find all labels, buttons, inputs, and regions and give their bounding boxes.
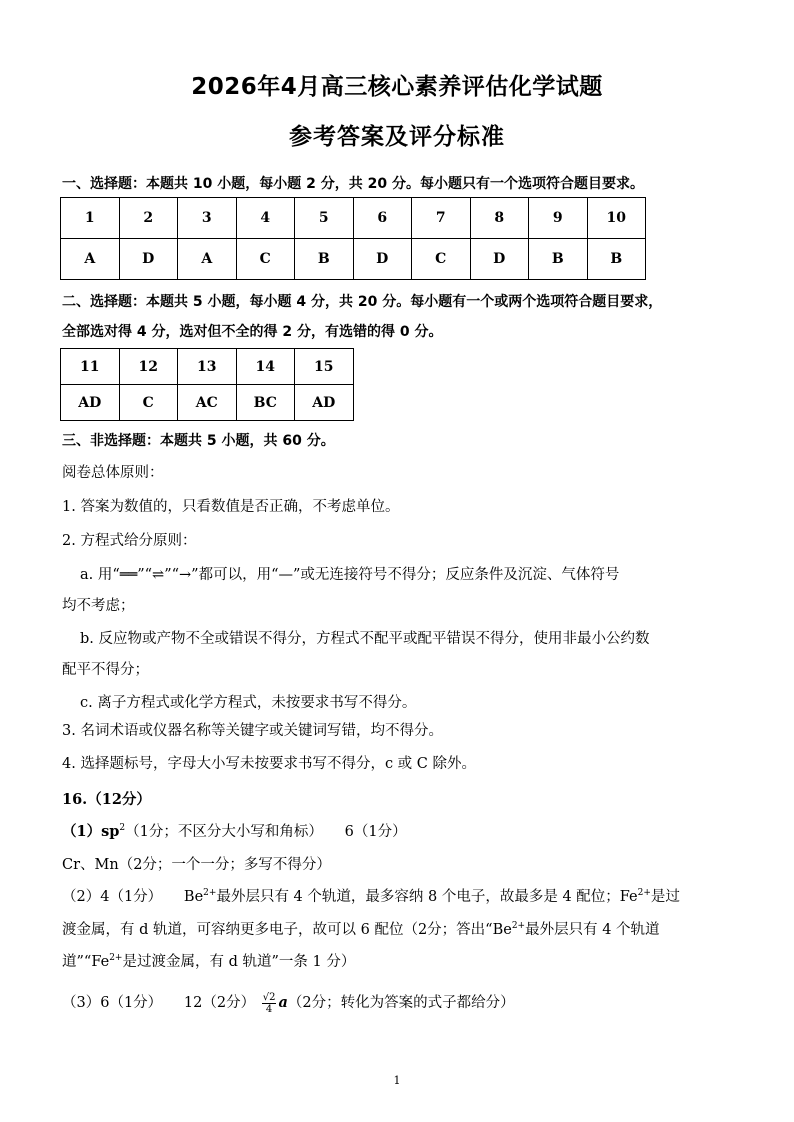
table-cell: 15 <box>295 349 354 385</box>
page-title: 2026年4月高三核心素养评估化学试题 <box>191 74 603 100</box>
q16-a1-pre: （1）sp <box>62 823 120 840</box>
table-cell: C <box>236 239 295 280</box>
section2-heading-line1: 二、选择题：本题共 5 小题，每小题 4 分，共 20 分。每小题有一个或两个选项符合题目要求， <box>62 294 663 310</box>
table-cell: 14 <box>236 349 295 385</box>
q16-answer-2-line1 <box>62 887 680 907</box>
table-cell: 8 <box>470 198 529 239</box>
page-subtitle: 参考答案及评分标准 <box>289 124 505 150</box>
text-span: 道”“Fe <box>62 954 110 970</box>
superscript: 2 <box>119 823 126 833</box>
text-span: （2）4（1分） Be <box>62 889 204 905</box>
table-cell: 13 <box>178 349 237 385</box>
table-cell: 6 <box>353 198 412 239</box>
q16-answer-1-line2: Cr、Mn（2分；一个一分；多写不得分） <box>62 857 331 873</box>
section1-heading: 一、选择题：本题共 10 小题，每小题 2 分，共 20 分。每小题只有一个选项符合题目要求。 <box>62 176 644 192</box>
superscript: 2+ <box>109 953 123 963</box>
principle-4: 4. 选择题标号，字母大小写未按要求书写不得分，c 或 C 除外。 <box>62 756 476 772</box>
table-cell: A <box>178 239 237 280</box>
table-cell: B <box>295 239 354 280</box>
table-cell: C <box>412 239 471 280</box>
section1-answer-table <box>60 197 646 280</box>
superscript: 2+ <box>637 888 651 898</box>
principle-2c: c. 离子方程式或化学方程式，未按要求书写不得分。 <box>80 695 417 711</box>
table-cell: 12 <box>119 349 178 385</box>
table-cell: 5 <box>295 198 354 239</box>
text-span: 是过 <box>650 889 680 905</box>
fraction-denominator: 4 <box>265 1003 273 1015</box>
section3-heading: 三、非选择题：本题共 5 小题，共 60 分。 <box>62 433 335 449</box>
table-cell: 9 <box>529 198 588 239</box>
q16-answer-1 <box>62 822 407 842</box>
table-cell: AD <box>61 385 120 421</box>
table-cell: D <box>470 239 529 280</box>
superscript: 2+ <box>203 888 217 898</box>
table-cell: D <box>353 239 412 280</box>
principle-1: 1. 答案为数值的，只看数值是否正确，不考虑单位。 <box>62 499 400 515</box>
table-cell: AC <box>178 385 237 421</box>
table-cell: B <box>529 239 588 280</box>
superscript: 2+ <box>511 921 526 931</box>
table-cell: D <box>119 239 178 280</box>
question-16-header: 16.（12分） <box>62 791 151 808</box>
section2-heading-line2: 全部选对得 4 分，选对但不全的得 2 分，有选错的得 0 分。 <box>62 324 443 340</box>
table-cell: C <box>119 385 178 421</box>
principles-title: 阅卷总体原则： <box>62 465 164 481</box>
q16-answer-2-line2 <box>62 920 660 940</box>
table-cell: 10 <box>587 198 646 239</box>
fraction-numerator: √2 <box>262 991 276 1003</box>
table-cell: 4 <box>236 198 295 239</box>
table-row <box>61 385 354 421</box>
principle-2a-line1: a. 用“══”“⇌”“→”都可以，用“—”或无连接符号不得分；反应条件及沉淀、气体符号 <box>80 567 620 583</box>
table-row <box>61 239 646 280</box>
text-span: 是过渡金属，有 d 轨道”一条 1 分） <box>122 954 356 970</box>
table-row <box>61 349 354 385</box>
variable-a: a <box>278 994 288 1011</box>
table-cell: B <box>587 239 646 280</box>
text-span: （3）6（1分） 12（2分） <box>62 995 256 1011</box>
table-cell: BC <box>236 385 295 421</box>
principle-3: 3. 名词术语或仪器名称等关键字或关键词写错，均不得分。 <box>62 723 443 739</box>
table-cell: 7 <box>412 198 471 239</box>
table-cell: AD <box>295 385 354 421</box>
principle-2a-line2: 均不考虑； <box>62 598 135 614</box>
principle-2: 2. 方程式给分原则： <box>62 533 197 549</box>
q16-answer-2-line3 <box>62 952 355 972</box>
table-cell: 11 <box>61 349 120 385</box>
section2-answer-table <box>60 348 354 421</box>
principle-2b-line2: 配平不得分； <box>62 662 149 678</box>
principle-2b-line1: b. 反应物或产物不全或错误不得分，方程式不配平或配平错误不得分，使用非最小公约数 <box>80 631 650 647</box>
text-span: 最外层只有 4 个轨道，最多容纳 8 个电子，故最多是 4 配位；Fe <box>216 889 638 905</box>
q16-a1-post: （1分；不区分大小写和角标） 6（1分） <box>125 824 407 840</box>
table-row <box>61 198 646 239</box>
table-cell: 1 <box>61 198 120 239</box>
fraction <box>262 992 277 1015</box>
table-cell: A <box>61 239 120 280</box>
q16-answer-3 <box>62 990 515 1016</box>
text-span: （2分；转化为答案的式子都给分） <box>287 995 515 1011</box>
table-cell: 3 <box>178 198 237 239</box>
text-span: 渡金属，有 d 轨道，可容纳更多电子，故可以 6 配位（2分；答出“Be <box>62 922 512 938</box>
text-span: 最外层只有 4 个轨道 <box>525 922 660 938</box>
table-cell: 2 <box>119 198 178 239</box>
page-number: 1 <box>393 1074 401 1087</box>
